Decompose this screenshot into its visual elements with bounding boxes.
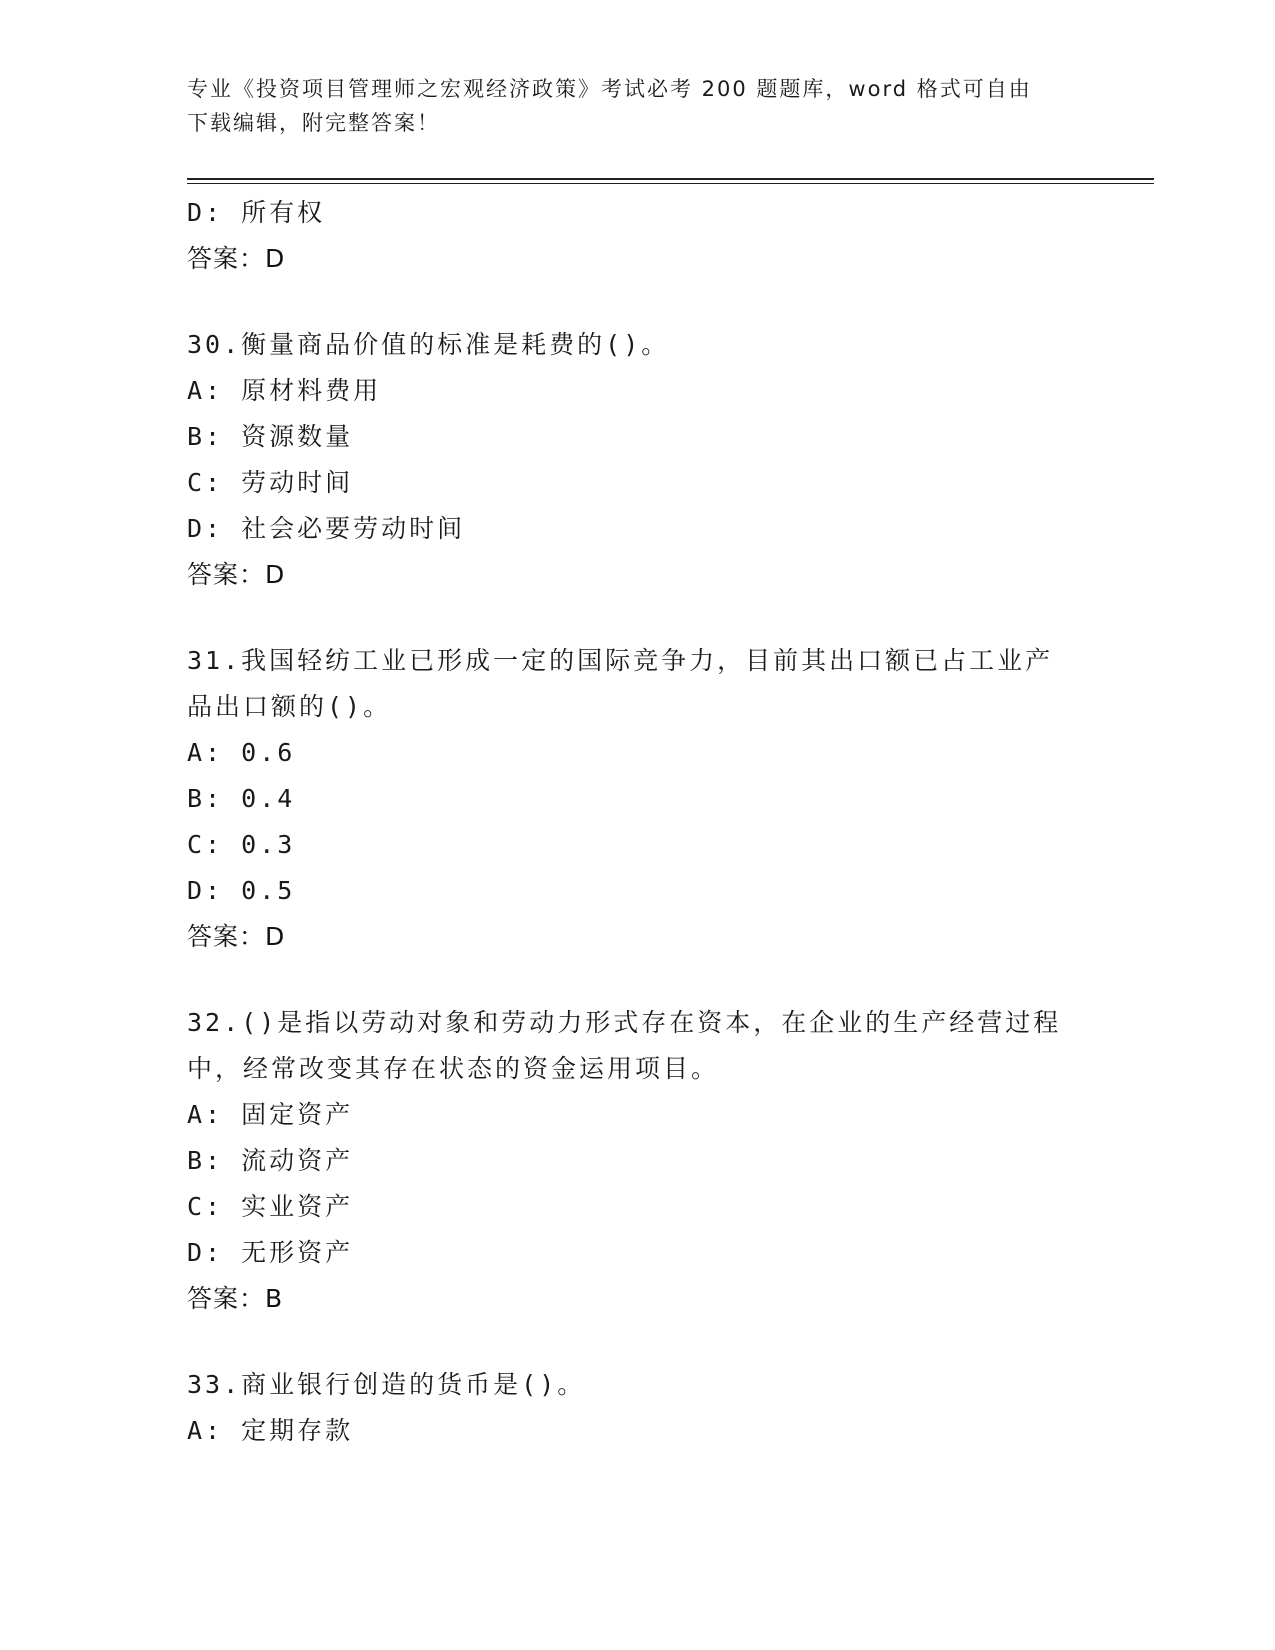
question-31 xyxy=(187,638,1087,960)
option-d: D: 无形资产 xyxy=(187,1238,354,1267)
question-text-line-2: 中，经常改变其存在状态的资金运用项目。 xyxy=(187,1054,720,1083)
question-33 xyxy=(187,1362,1087,1454)
option-c: C: 实业资产 xyxy=(187,1192,354,1221)
option-b: B: 流动资产 xyxy=(187,1146,354,1175)
header-divider-thick xyxy=(187,178,1154,180)
option-c: C: 劳动时间 xyxy=(187,468,354,497)
spacer xyxy=(187,960,1087,1000)
question-text: 33.商业银行创造的货币是()。 xyxy=(187,1370,586,1399)
question-text: 30.衡量商品价值的标准是耗费的()。 xyxy=(187,330,670,359)
question-list xyxy=(187,190,1087,1454)
document-header xyxy=(187,72,1087,140)
answer: 答案：D xyxy=(187,560,286,589)
option-d: D: 0.5 xyxy=(187,876,296,905)
option-d: D: 社会必要劳动时间 xyxy=(187,514,466,543)
answer: 答案：B xyxy=(187,1284,284,1313)
answer: 答案：D xyxy=(187,922,286,951)
option-a: A: 定期存款 xyxy=(187,1416,354,1445)
answer: 答案：D xyxy=(187,244,286,273)
question-text-line-1: 31.我国轻纺工业已形成一定的国际竞争力，目前其出口额已占工业产 xyxy=(187,646,1054,675)
spacer xyxy=(187,1322,1087,1362)
question-32 xyxy=(187,1000,1087,1322)
option-b: B: 0.4 xyxy=(187,784,296,813)
option-d: D: 所有权 xyxy=(187,198,326,227)
option-a: A: 固定资产 xyxy=(187,1100,354,1129)
question-text-line-2: 品出口额的()。 xyxy=(187,692,392,721)
question-text-line-1: 32.()是指以劳动对象和劳动力形式存在资本，在企业的生产经营过程 xyxy=(187,1008,1062,1037)
header-line-2: 下载编辑，附完整答案！ xyxy=(187,111,440,135)
option-a: A: 原材料费用 xyxy=(187,376,382,405)
question-30 xyxy=(187,322,1087,598)
spacer xyxy=(187,598,1087,638)
option-a: A: 0.6 xyxy=(187,738,296,767)
spacer xyxy=(187,282,1087,322)
header-line-1: 专业《投资项目管理师之宏观经济政策》考试必考 200 题题库，word 格式可自由 xyxy=(187,77,1032,101)
option-b: B: 资源数量 xyxy=(187,422,354,451)
header-divider-thin xyxy=(187,183,1154,184)
option-c: C: 0.3 xyxy=(187,830,296,859)
